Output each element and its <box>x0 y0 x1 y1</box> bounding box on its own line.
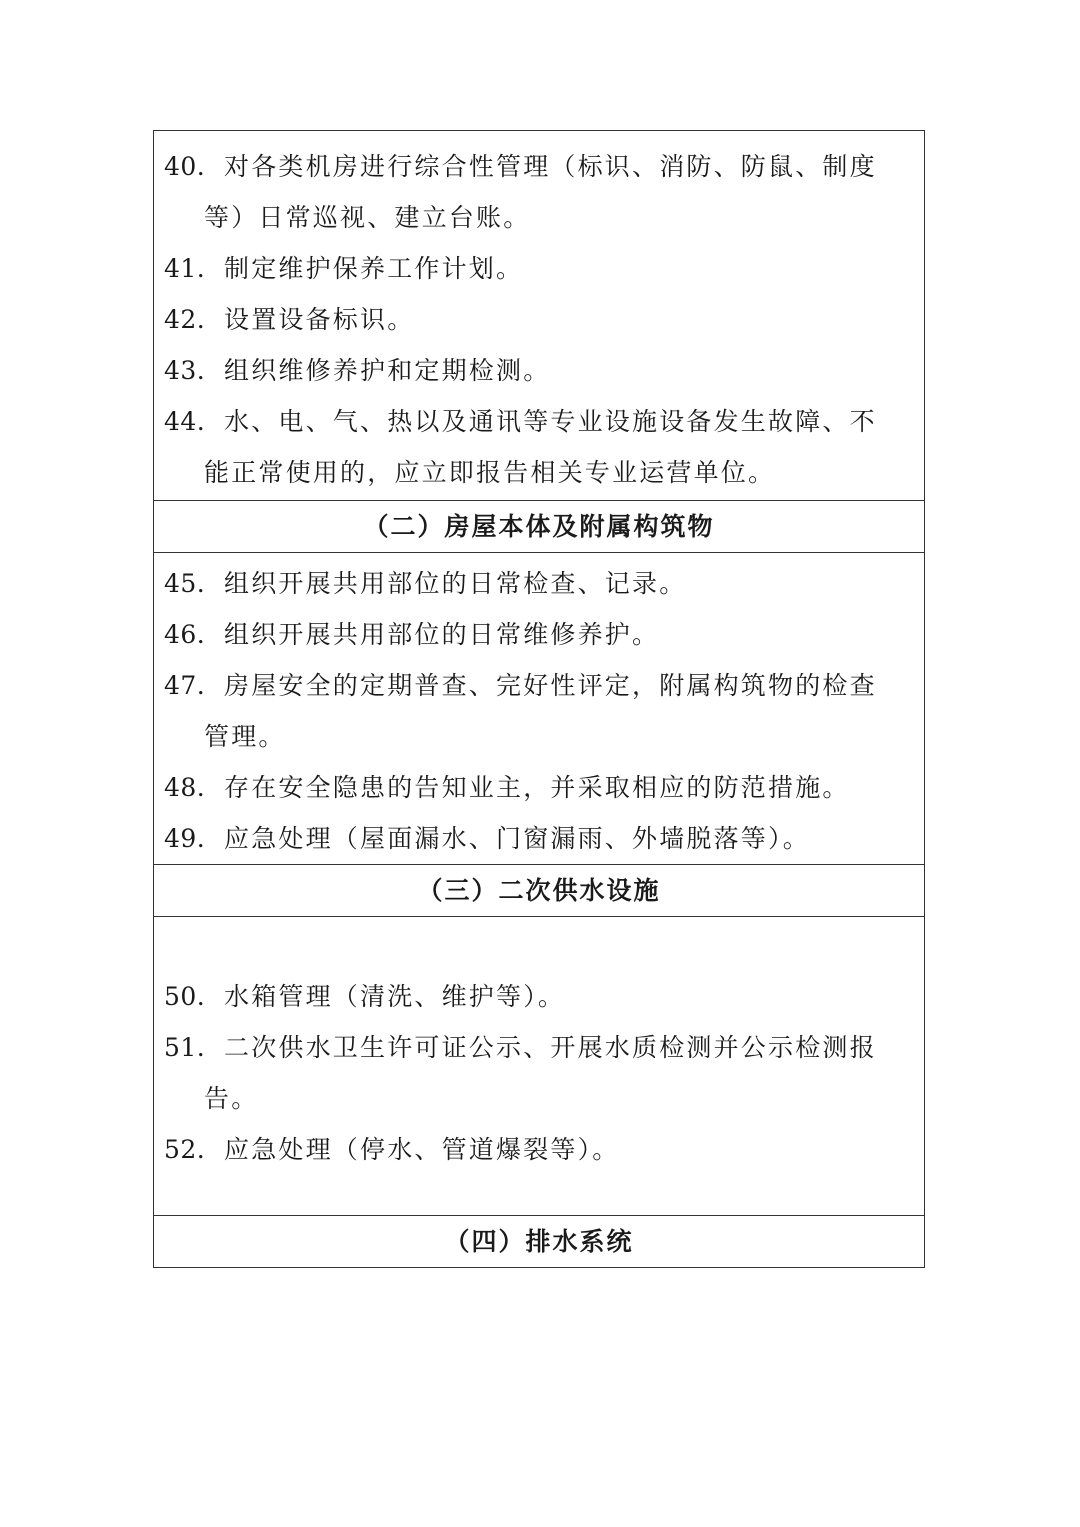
list-item <box>164 345 914 396</box>
list-item <box>164 294 914 345</box>
list-item <box>164 243 914 294</box>
item-text: 应急处理（屋面漏水、门窗漏雨、外墙脱落等）。 <box>224 824 810 853</box>
section-heading-cell <box>154 864 924 916</box>
item-text: 组织开展共用部位的日常检查、记录。 <box>224 569 687 598</box>
items-cell-group-c <box>154 916 924 1215</box>
section-heading: （二）房屋本体及附属构筑物 <box>363 512 715 541</box>
item-text-continued: 管理。 <box>204 722 286 751</box>
item-text: 房屋安全的定期普查、完好性评定，附属构筑物的检查 <box>224 671 877 700</box>
item-number: 51. <box>164 1033 206 1062</box>
item-text-continued: 能正常使用的，应立即报告相关专业运营单位。 <box>204 458 776 487</box>
list-item <box>164 396 914 498</box>
list-item <box>164 762 914 813</box>
section-heading-cell <box>154 500 924 552</box>
item-text: 组织维修养护和定期检测。 <box>224 356 551 385</box>
items-cell-group-a <box>154 131 924 500</box>
item-number: 45. <box>164 569 206 598</box>
item-text: 水箱管理（清洗、维护等）。 <box>224 982 566 1011</box>
item-text-continued: 等）日常巡视、建立台账。 <box>204 203 531 232</box>
list-item <box>164 558 914 609</box>
item-text: 制定维护保养工作计划。 <box>224 254 524 283</box>
item-number: 40. <box>164 152 206 181</box>
list-item <box>164 609 914 660</box>
item-text: 应急处理（停水、管道爆裂等）。 <box>224 1135 620 1164</box>
section-heading-cell <box>154 1215 924 1267</box>
items-cell-group-b <box>154 552 924 864</box>
item-number: 47. <box>164 671 206 700</box>
item-text-continued: 告。 <box>204 1084 259 1113</box>
item-text: 存在安全隐患的告知业主，并采取相应的防范措施。 <box>224 773 850 802</box>
item-number: 44. <box>164 407 206 436</box>
list-item <box>164 971 914 1022</box>
item-number: 42. <box>164 305 206 334</box>
item-number: 49. <box>164 824 206 853</box>
item-text: 对各类机房进行综合性管理（标识、消防、防鼠、制度 <box>224 152 877 181</box>
item-text: 二次供水卫生许可证公示、开展水质检测并公示检测报 <box>224 1033 877 1062</box>
item-number: 48. <box>164 773 206 802</box>
document-table <box>153 130 925 1268</box>
list-item <box>164 141 914 243</box>
section-heading: （三）二次供水设施 <box>417 876 661 905</box>
section-heading: （四）排水系统 <box>444 1227 634 1256</box>
list-item <box>164 660 914 762</box>
item-number: 52. <box>164 1135 206 1164</box>
item-number: 46. <box>164 620 206 649</box>
item-number: 41. <box>164 254 206 283</box>
list-item <box>164 1022 914 1124</box>
list-item <box>164 1124 914 1175</box>
list-item <box>164 813 914 864</box>
item-text: 设置设备标识。 <box>224 305 415 334</box>
item-text: 水、电、气、热以及通讯等专业设施设备发生故障、不 <box>224 407 877 436</box>
item-text: 组织开展共用部位的日常维修养护。 <box>224 620 660 649</box>
item-number: 43. <box>164 356 206 385</box>
item-number: 50. <box>164 982 206 1011</box>
